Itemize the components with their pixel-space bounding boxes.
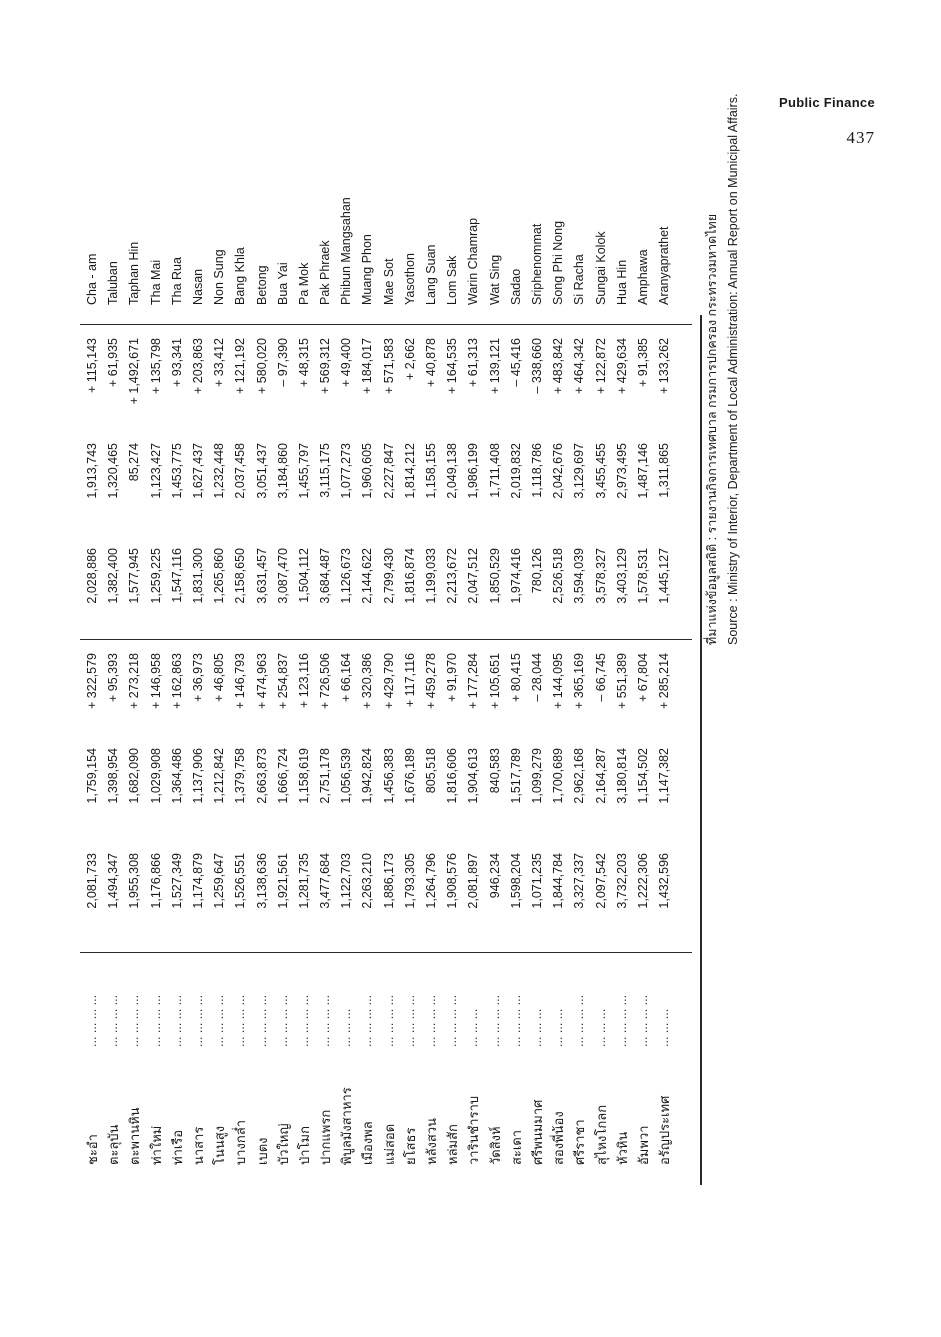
value-cell: 1,364,486 <box>169 748 184 804</box>
thai-name-cell: บางกล่ำ <box>233 1119 249 1165</box>
value-cell: 1,158,619 <box>296 748 311 804</box>
column-3 <box>82 653 675 745</box>
thai-name-cell: โนนสูง <box>212 1125 228 1165</box>
leader-dots: ... ... ... ... <box>233 994 248 1047</box>
english-name-cell: Taphan Hin <box>127 241 142 305</box>
value-cell: 946,234 <box>487 853 502 899</box>
leader-dots: ... ... ... ... <box>169 994 184 1047</box>
change-cell: + 91,970 <box>445 653 460 703</box>
value-cell: 1,265,860 <box>212 548 227 604</box>
change-cell: + 459,278 <box>424 653 438 709</box>
english-name-cell: Cha - am <box>85 253 99 305</box>
change-cell: + 105,651 <box>487 653 502 709</box>
change-cell: + 429,634 <box>614 338 629 394</box>
leader-dots: ... ... ... <box>466 1008 481 1047</box>
english-name-cell: Phibun Mangsahan <box>339 197 354 305</box>
value-cell: 2,263,210 <box>360 853 375 909</box>
thai-name-cell: ตะลุบัน <box>106 1124 122 1165</box>
value-cell: 1,126,673 <box>339 548 354 604</box>
change-cell: + 483,842 <box>551 338 566 394</box>
english-name-cell: Warin Chamrap <box>466 217 481 305</box>
change-cell: + 285,214 <box>657 653 672 709</box>
change-cell: + 203,863 <box>190 338 205 394</box>
change-cell: – 338,660 <box>529 338 544 394</box>
value-cell: 1,816,874 <box>402 548 417 604</box>
thai-name-cell: สะเดา <box>508 1129 524 1165</box>
change-cell: + 135,798 <box>148 338 163 394</box>
value-cell: 1,831,300 <box>190 548 205 604</box>
page-number: 437 <box>846 128 875 147</box>
leader-dots: ... ... ... <box>529 1008 544 1047</box>
change-cell: + 122,872 <box>593 338 608 394</box>
rotated-table <box>82 93 762 1185</box>
change-cell: + 95,393 <box>106 653 121 703</box>
english-name-cell: Taluban <box>106 261 121 305</box>
value-cell: 1,122,703 <box>339 853 354 909</box>
value-cell: 3,327,337 <box>572 853 587 909</box>
value-cell: 1,398,954 <box>106 748 121 804</box>
change-cell: + 93,341 <box>169 338 184 388</box>
value-cell: 1,379,758 <box>233 748 248 804</box>
value-cell: 1,504,112 <box>296 548 311 603</box>
leader-dots: ... ... ... ... <box>85 994 99 1047</box>
value-cell: 1,232,448 <box>212 443 227 499</box>
change-cell: + 162,863 <box>169 653 184 709</box>
leader-dots: ... ... ... ... <box>402 994 417 1047</box>
thai-name-cell: ปากแพรก <box>318 1109 334 1165</box>
change-cell: + 2,662 <box>402 338 417 381</box>
value-cell: 2,042,676 <box>551 443 566 499</box>
change-cell: + 123,116 <box>296 653 311 709</box>
english-name-cell: Si Racha <box>572 254 587 305</box>
value-cell: 85,274 <box>127 443 142 482</box>
value-cell: 2,081,897 <box>466 853 481 909</box>
thai-name-cell: เมืองพล <box>360 1121 376 1165</box>
english-name-cell: Non Sung <box>212 249 227 305</box>
change-cell: + 164,535 <box>445 338 460 394</box>
value-cell: 1,577,945 <box>127 548 142 604</box>
value-cell: 1,099,279 <box>529 748 544 804</box>
value-cell: 3,051,437 <box>254 443 269 499</box>
leader-dots: ... ... ... <box>593 1008 608 1047</box>
thai-name-cell: วารินชำราบ <box>466 1095 482 1165</box>
value-cell: 1,487,146 <box>635 443 650 499</box>
english-name-cell: Tha Rua <box>169 257 184 305</box>
value-cell: 1,986,199 <box>466 443 481 499</box>
thai-name-cell: ชะอำ <box>85 1134 100 1165</box>
change-cell: + 144,095 <box>551 653 566 709</box>
leader-dots: ... ... ... ... <box>318 994 333 1047</box>
leader-dots: ... ... ... ... <box>445 994 460 1047</box>
change-cell: – 66,745 <box>593 653 608 702</box>
english-name-cell: Sadao <box>508 268 523 305</box>
leader-dots: ... ... ... ... <box>296 994 311 1047</box>
change-cell: + 474,963 <box>254 653 269 709</box>
value-cell: 2,047,512 <box>466 548 481 604</box>
change-cell: + 61,313 <box>466 338 481 388</box>
value-cell: 3,631,457 <box>254 548 269 604</box>
thai-name-cell: หล่มสัก <box>445 1124 461 1165</box>
change-cell: + 48,315 <box>296 338 311 388</box>
change-cell: + 1,492,671 <box>127 338 142 405</box>
value-cell: 2,037,458 <box>233 443 248 499</box>
leader-dots: ... ... ... ... <box>212 994 227 1047</box>
leader-dots: ... ... ... ... <box>614 994 629 1047</box>
value-cell: 1,056,539 <box>339 748 354 804</box>
value-cell: 1,913,743 <box>85 443 99 499</box>
value-cell: 1,547,116 <box>169 548 184 603</box>
value-cell: 1,676,189 <box>402 748 417 804</box>
thai-name-cell: นาสาร <box>190 1126 206 1165</box>
value-cell: 1,844,784 <box>551 853 566 909</box>
leader-dots: ... ... ... <box>551 1008 566 1047</box>
value-cell: 805,518 <box>424 748 438 794</box>
value-cell: 1,494,347 <box>106 853 121 909</box>
thai-source-note: ที่มาแห่งข้อมูลสถิติ : รายงานกิจการเทศบาล กรมการปกครอง กระทรวงมหาดไทย <box>705 213 719 645</box>
value-cell: 2,213,672 <box>445 548 460 604</box>
leader-dots: ... ... ... ... <box>572 994 587 1047</box>
change-cell: + 571,583 <box>381 338 396 394</box>
change-cell: + 133,262 <box>657 338 672 394</box>
leader-dots: ... ... ... ... <box>381 994 396 1047</box>
value-cell: 1,259,647 <box>212 853 227 909</box>
value-cell: 1,578,531 <box>635 548 650 604</box>
value-cell: 1,137,906 <box>190 748 205 804</box>
change-cell: + 121,192 <box>233 338 248 394</box>
value-cell: 3,087,470 <box>275 548 290 604</box>
change-cell: + 67,804 <box>635 653 650 703</box>
value-cell: 3,138,636 <box>254 853 269 909</box>
value-cell: 1,921,561 <box>275 853 290 909</box>
change-cell: + 464,342 <box>572 338 587 394</box>
value-cell: 2,019,832 <box>508 443 523 499</box>
thai-name-cell: สองพี่น้อง <box>551 1111 567 1165</box>
value-cell: 1,077,273 <box>339 443 354 499</box>
english-name-cell: Bang Khla <box>233 247 248 305</box>
thai-name-cell: สุไหงโกลก <box>593 1104 609 1165</box>
value-cell: 1,281,735 <box>296 853 311 909</box>
change-cell: + 115,143 <box>85 338 99 394</box>
value-cell: 1,212,842 <box>212 748 227 804</box>
value-cell: 1,904,613 <box>466 748 481 804</box>
thai-name-cell: แม่สอด <box>381 1123 397 1165</box>
value-cell: 3,403,129 <box>614 548 629 604</box>
change-cell: + 254,837 <box>275 653 290 709</box>
value-cell: 2,973,495 <box>614 443 629 499</box>
thai-name-cell: ยโสธร <box>402 1127 418 1165</box>
thai-name-cell: ท่าใหม่ <box>148 1125 164 1165</box>
leader-dots: ... ... ... ... <box>360 994 375 1047</box>
value-cell: 1,264,796 <box>424 853 438 909</box>
change-cell: + 139,121 <box>487 338 502 394</box>
leader-dots: ... ... ... ... <box>127 994 142 1047</box>
thai-name-cell: พิบูลมังสาหาร <box>339 1087 355 1165</box>
value-cell: 2,962,168 <box>572 748 587 804</box>
value-cell: 2,081,733 <box>85 853 99 909</box>
change-cell: – 45,416 <box>508 338 523 387</box>
value-cell: 1,123,427 <box>148 443 163 499</box>
value-cell: 2,164,287 <box>593 748 608 804</box>
value-cell: 2,751,178 <box>318 748 333 804</box>
value-cell: 1,154,502 <box>635 748 650 804</box>
value-cell: 1,814,212 <box>402 443 417 499</box>
thai-name-cell: ตะพานหิน <box>127 1107 143 1165</box>
leader-dots: ... ... ... ... <box>635 994 650 1047</box>
thai-name-cell: หลังสวน <box>424 1117 439 1165</box>
value-cell: 2,049,138 <box>445 443 460 499</box>
change-cell: + 551,389 <box>614 653 629 709</box>
value-cell: 3,578,327 <box>593 548 608 604</box>
value-cell: 1,147,382 <box>657 748 672 804</box>
leader-dots: ... ... ... <box>657 1008 672 1047</box>
leader-dots: ... ... ... <box>339 1008 354 1047</box>
value-cell: 1,176,866 <box>148 853 163 909</box>
change-cell: – 28,044 <box>529 653 544 702</box>
english-name-cell: Yasothon <box>402 253 417 305</box>
change-cell: + 429,790 <box>381 653 396 709</box>
thai-name-cell: บัวใหญ่ <box>275 1123 291 1165</box>
value-cell: 1,666,724 <box>275 748 290 804</box>
value-cell: 1,759,154 <box>85 748 99 804</box>
value-cell: 3,455,455 <box>593 443 608 499</box>
footnotes <box>702 93 744 645</box>
value-cell: 3,180,814 <box>614 748 629 804</box>
value-cell: 1,955,308 <box>127 853 142 909</box>
value-cell: 1,850,529 <box>487 548 502 604</box>
change-cell: + 49,400 <box>339 338 354 388</box>
value-cell: 1,682,090 <box>127 748 142 804</box>
thai-name-column <box>82 1040 675 1165</box>
change-cell: + 177,284 <box>466 653 481 709</box>
column-2 <box>82 748 675 843</box>
change-cell: + 91,385 <box>635 338 650 388</box>
value-cell: 1,311,865 <box>657 443 672 498</box>
thai-name-cell: ป่าโมก <box>296 1126 312 1165</box>
thai-name-cell: หัวหิน <box>614 1131 630 1165</box>
running-head: Public Finance <box>779 95 875 110</box>
leader-dots: ... ... ... ... <box>424 994 438 1047</box>
value-cell: 1,432,596 <box>657 853 672 909</box>
value-cell: 1,382,400 <box>106 548 121 604</box>
thai-name-cell: อัมพวา <box>635 1125 651 1165</box>
value-cell: 1,527,349 <box>169 853 184 909</box>
english-name-cell: Aranyaprathet <box>657 226 672 305</box>
thai-name-cell: เบตง <box>254 1137 270 1165</box>
value-cell: 1,158,155 <box>424 443 438 499</box>
value-cell: 1,029,908 <box>148 748 163 804</box>
value-cell: 1,118,786 <box>529 443 544 498</box>
value-cell: 1,598,204 <box>508 853 523 909</box>
column-4 <box>82 548 675 640</box>
value-cell: 2,799,430 <box>381 548 396 604</box>
value-cell: 1,222,306 <box>635 853 650 909</box>
change-cell: + 36,973 <box>190 653 205 703</box>
value-cell: 3,115,175 <box>318 443 333 498</box>
value-cell: 2,663,873 <box>254 748 269 804</box>
change-cell: – 97,390 <box>275 338 290 387</box>
change-cell: + 146,793 <box>233 653 248 709</box>
thai-name-cell: ศรีพนมมาศ <box>529 1099 545 1165</box>
value-cell: 1,526,551 <box>233 853 248 909</box>
change-cell: + 184,017 <box>360 338 375 394</box>
english-name-cell: Mae Sot <box>381 258 396 305</box>
value-cell: 1,517,789 <box>508 748 523 804</box>
value-cell: 780,126 <box>529 548 544 594</box>
english-name-cell: Lang Suan <box>424 244 438 305</box>
value-cell: 1,627,437 <box>190 443 205 499</box>
change-cell: + 580,020 <box>254 338 269 394</box>
column-1 <box>82 853 675 945</box>
leader-dots: ... ... ... ... <box>190 994 205 1047</box>
english-name-cell: Wat Sing <box>487 254 502 305</box>
change-cell: + 273,218 <box>127 653 142 709</box>
value-cell: 3,129,697 <box>572 443 587 499</box>
value-cell: 1,816,606 <box>445 748 460 804</box>
value-cell: 1,886,173 <box>381 853 396 909</box>
english-name-cell: Hua Hin <box>614 259 629 305</box>
value-cell: 1,071,235 <box>529 853 544 909</box>
value-cell: 1,455,797 <box>296 443 311 499</box>
leader-dots-column <box>82 927 675 1047</box>
english-source-note: Source : Ministry of Interior, Department of Local Administration: Annual Report on Municipal Affairs. <box>726 93 740 645</box>
value-cell: 3,184,860 <box>275 443 290 499</box>
value-cell: 2,227,847 <box>381 443 396 499</box>
value-cell: 1,453,775 <box>169 443 184 499</box>
change-cell: + 66,164 <box>339 653 354 703</box>
value-cell: 840,583 <box>487 748 502 794</box>
change-cell: + 117,116 <box>402 653 417 708</box>
column-rule <box>80 324 692 325</box>
value-cell: 2,526,518 <box>551 548 566 604</box>
value-cell: 2,158,650 <box>233 548 248 604</box>
value-cell: 2,097,542 <box>593 853 608 909</box>
english-name-cell: Song Phi Nong <box>551 220 566 305</box>
english-name-cell: Sriphenommat <box>529 223 544 305</box>
leader-dots: ... ... ... ... <box>148 994 163 1047</box>
leader-dots: ... ... ... ... <box>254 994 269 1047</box>
thai-name-cell: ศรีราชา <box>572 1119 588 1165</box>
leader-dots: ... ... ... ... <box>487 994 502 1047</box>
change-cell: + 320,386 <box>360 653 375 709</box>
english-name-cell: Sungai Kolok <box>593 231 608 305</box>
column-6 <box>82 338 675 430</box>
column-5 <box>82 443 675 533</box>
change-cell: + 33,412 <box>212 338 227 388</box>
value-cell: 2,028,886 <box>85 548 99 604</box>
value-cell: 1,793,305 <box>402 853 417 909</box>
value-cell: 1,445,127 <box>657 548 672 604</box>
value-cell: 2,144,622 <box>360 548 375 604</box>
thai-name-cell: อรัญประเทศ <box>657 1095 673 1165</box>
change-cell: + 80,415 <box>508 653 523 703</box>
english-name-cell: Tha Mai <box>148 259 163 305</box>
value-cell: 1,942,824 <box>360 748 375 804</box>
change-cell: + 726,506 <box>318 653 333 709</box>
english-name-cell: Muang Phon <box>360 234 375 305</box>
value-cell: 3,477,684 <box>318 853 333 909</box>
value-cell: 1,174,879 <box>190 853 205 909</box>
english-name-column <box>82 165 675 305</box>
english-name-cell: Pak Phraek <box>318 240 333 305</box>
change-cell: + 40,878 <box>424 338 438 388</box>
value-cell: 1,711,408 <box>487 443 502 498</box>
english-name-cell: Nasan <box>190 268 205 305</box>
thai-name-cell: วัดสิงห์ <box>487 1126 503 1165</box>
english-name-cell: Lom Sak <box>445 255 460 305</box>
english-name-cell: Bua Yai <box>275 262 290 305</box>
value-cell: 3,732,203 <box>614 853 629 909</box>
change-cell: + 146,958 <box>148 653 163 709</box>
change-cell: + 569,312 <box>318 338 333 394</box>
value-cell: 1,320,465 <box>106 443 121 499</box>
value-cell: 1,199,033 <box>424 548 438 604</box>
change-cell: + 61,935 <box>106 338 121 388</box>
leader-dots: ... ... ... ... <box>106 994 121 1047</box>
thai-name-cell: ท่าเรือ <box>169 1129 185 1165</box>
english-name-cell: Pa Mok <box>296 262 311 305</box>
value-cell: 1,700,689 <box>551 748 566 804</box>
leader-dots: ... ... ... ... <box>275 994 290 1047</box>
change-cell: + 365,169 <box>572 653 587 709</box>
english-name-cell: Amphawa <box>635 249 650 305</box>
value-cell: 1,974,416 <box>508 548 523 604</box>
leader-dots: ... ... ... ... <box>508 994 523 1047</box>
change-cell: + 46,805 <box>212 653 227 703</box>
value-cell: 1,908,576 <box>445 853 460 909</box>
value-cell: 3,594,039 <box>572 548 587 604</box>
change-cell: + 322,579 <box>85 653 99 709</box>
value-cell: 1,259,225 <box>148 548 163 604</box>
english-name-cell: Betong <box>254 265 269 305</box>
value-cell: 3,684,487 <box>318 548 333 604</box>
value-cell: 1,960,605 <box>360 443 375 499</box>
value-cell: 1,456,383 <box>381 748 396 804</box>
